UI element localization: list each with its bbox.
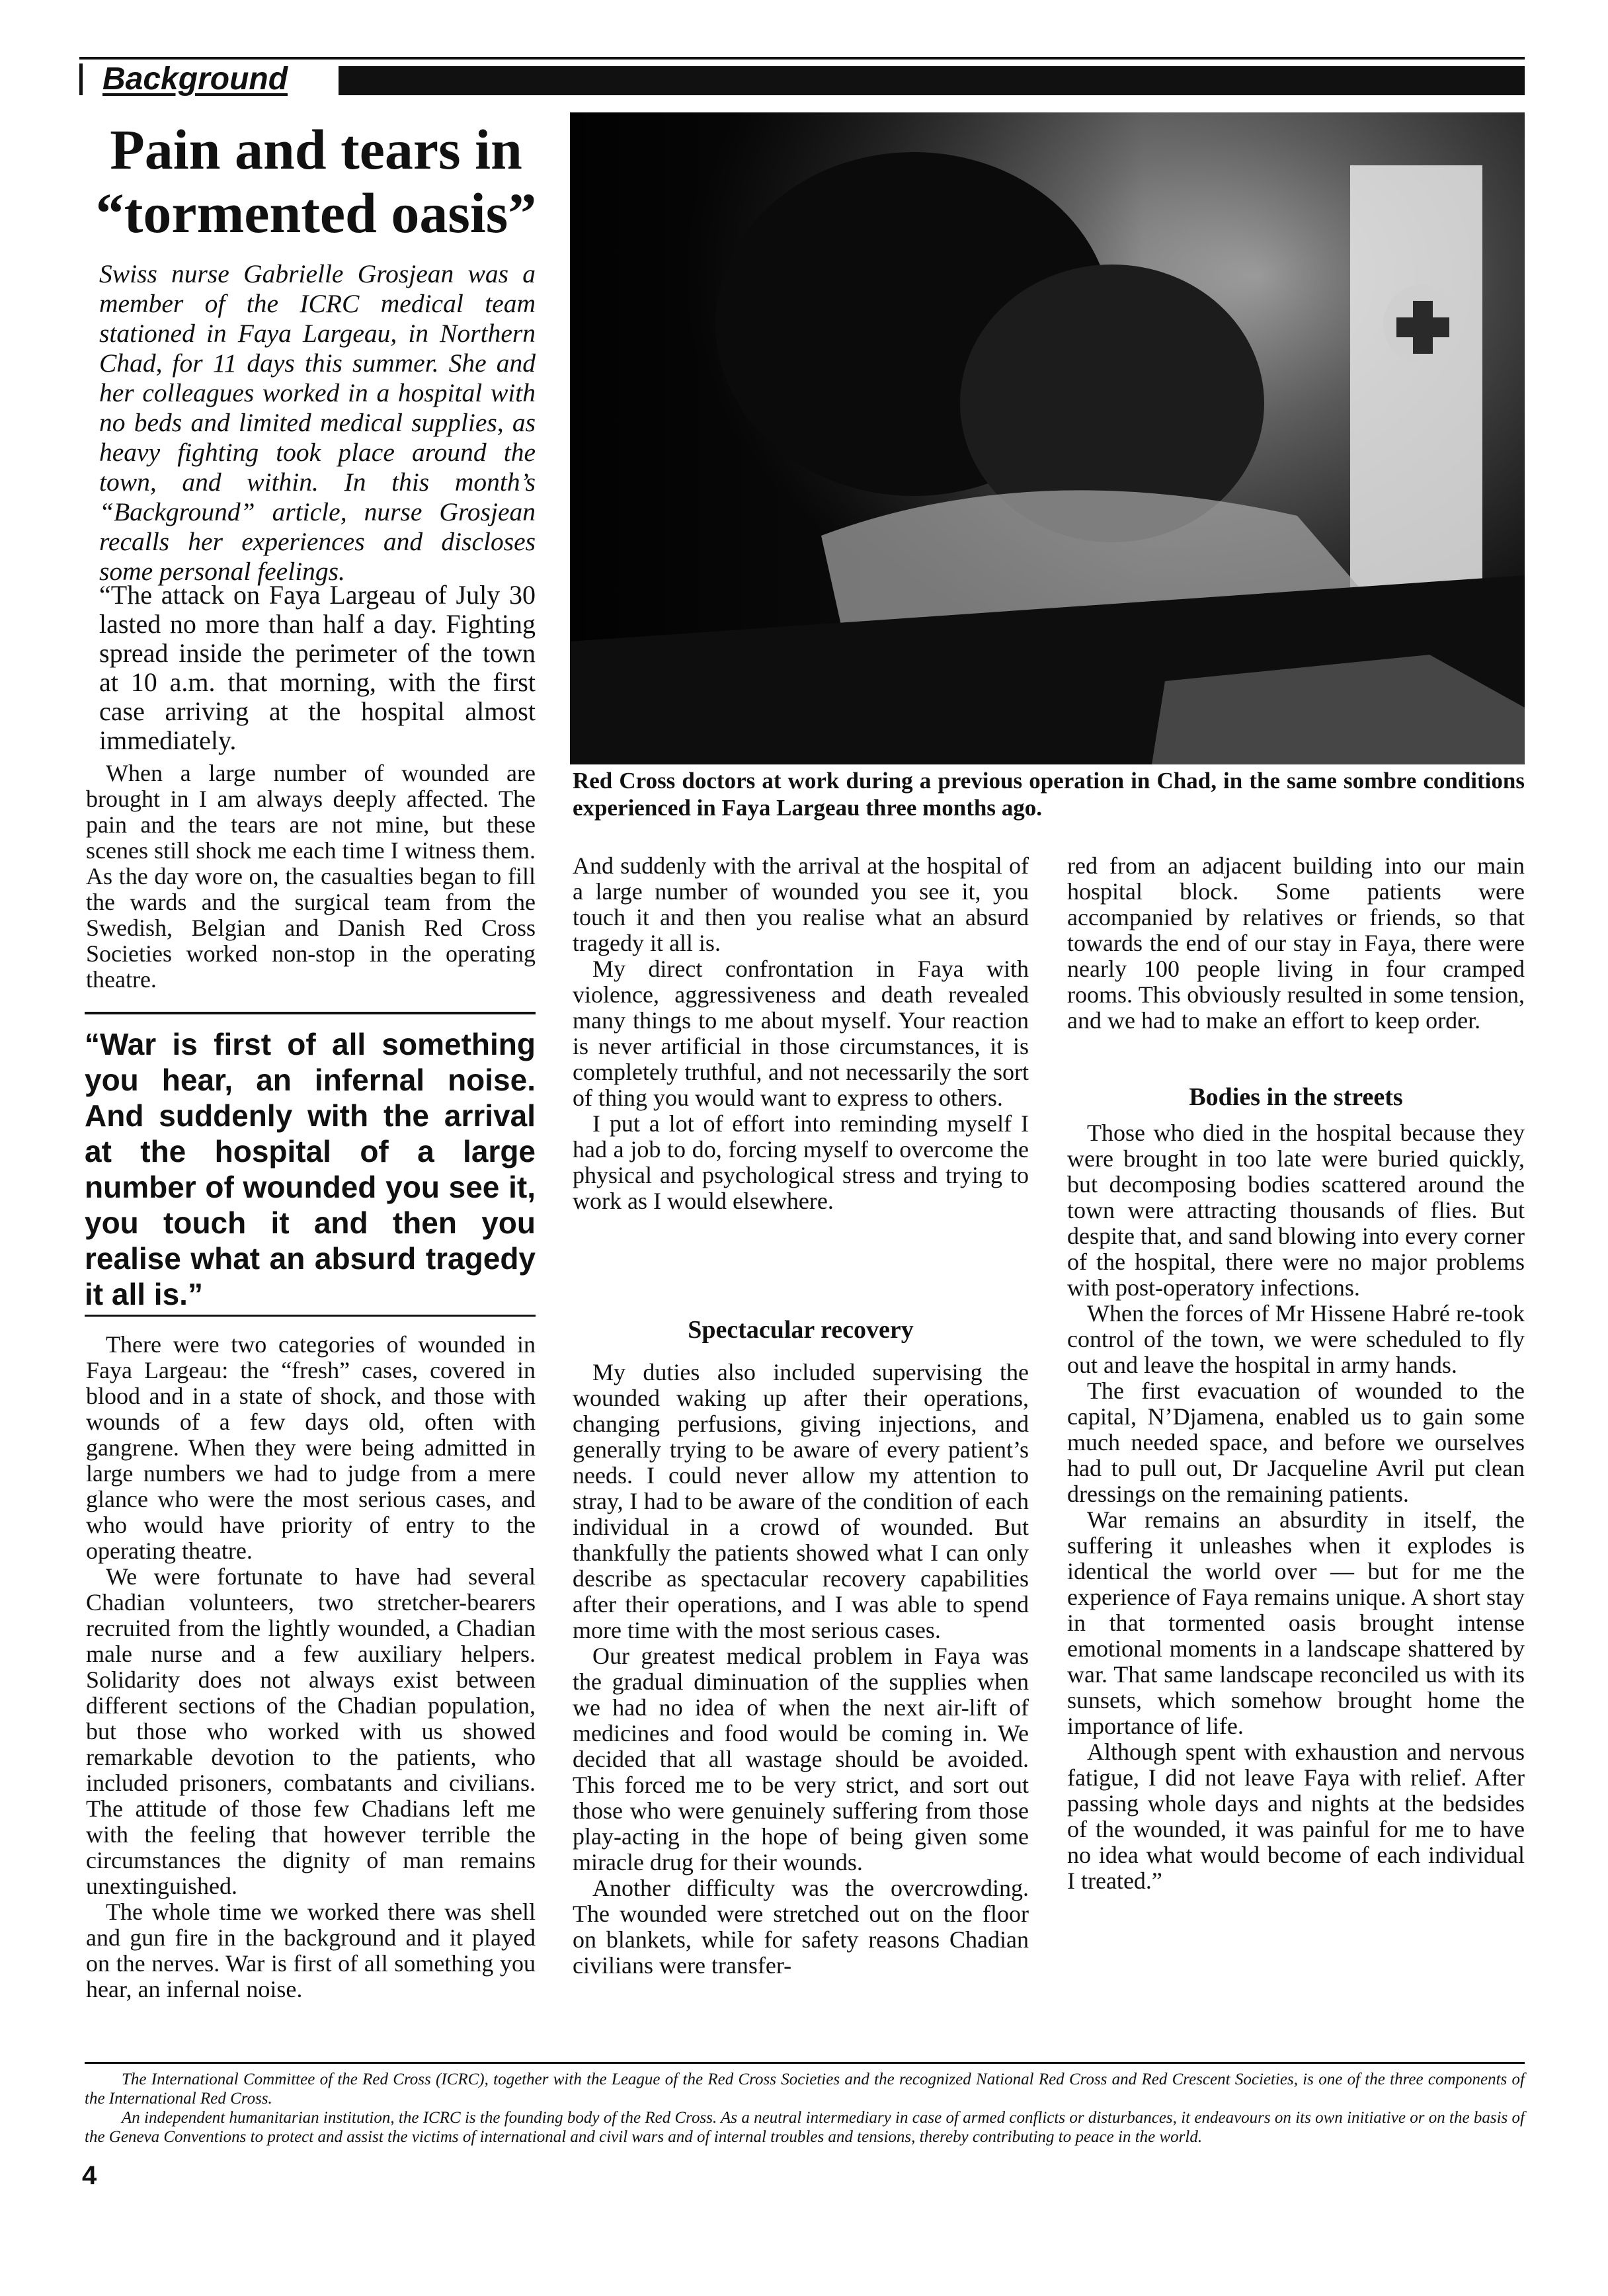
footer-paragraph: An independent humanitarian institution, the ICRC is the founding body of the Red Cross. As a neutral intermediary in case of armed conflicts or disturbances, it endeavours on its own initiative or on the basis of the Geneva Conventions to protect and assist the victims of international and civil wars and of internal troubles and tensions, thereby contributing to peace in the world. [85,2109,1525,2146]
page-number: 4 [82,2161,97,2190]
subheading-bodies: Bodies in the streets [1189,1083,1403,1111]
lead-paragraph: “The attack on Faya Largeau of July 30 lasted no more than half a day. Fighting spread inside the perimeter of the town at 10 a.m. that morning, with the first case arriving at the hospital almost immediately. [99,580,536,755]
pullquote-top-rule [85,1012,536,1014]
headline: Pain and tears in “tormented oasis” [95,118,537,245]
footer-rule [85,2062,1525,2064]
paragraph: We were fortunate to have had several Chadian volunteers, two stretcher-bearers recruited from the lightly wounded, a Chadian male nurse and a few auxiliary helpers. Solidarity does not always exist between different sections of the Chadian population, but those who worked with us showed remarkable devotion to the patients, who included prisoners, combatants and civilians. The attitude of those few Chadians left me with the feeling that however terrible the circumstances the dignity of man remains unextinguished. [86,1563,536,1899]
paragraph: There were two categories of wounded in Faya Largeau: the “fresh” cases, covered in blood and in a state of shock, and those with wounds of a few days old, often with gangrene. When they were being admitted in large numbers we had to judge from a mere glance who were the most serious cases, and who would have priority of entry to the operating theatre. [86,1331,536,1564]
paragraph: The first evacuation of wounded to the capital, N’Djamena, enabled us to gain some much needed space, and before we ourselves had to pull out, Dr Jacqueline Avril put clean dressings on the remaining patients. [1067,1377,1525,1507]
section-header [79,57,1525,97]
paragraph: I put a lot of effort into reminding myself I had a job to do, forcing myself to overcome the physical and psychological stress and trying to work as I would elsewhere. [573,1110,1029,1214]
paragraph: red from an adjacent building into our main hospital block. Some patients were accompanied by relatives or friends, so that towards the end of our stay in Faya, there were nearly 100 people living in four cramped rooms. This obviously resulted in some tension, and we had to make an effort to keep order. [1067,852,1525,1034]
paragraph: War remains an absurdity in itself, the suffering it unleashes when it explodes is identical the world over — but for me the experience of Faya remains unique. A short stay in that tormented oasis brought intense emotional moments in a landscape shattered by war. That same landscape reconciled us with its sunsets, which somehow brought home the importance of life. [1067,1506,1525,1739]
column-1-bottom [86,1332,536,2002]
paragraph: When the forces of Mr Hissene Habré re-took control of the town, we were scheduled to fly out and leave the hospital in army hands. [1067,1300,1525,1378]
paragraph: The whole time we worked there was shell and gun fire in the background and it played on the nerves. War is first of all something you hear, an infernal noise. [86,1899,536,2002]
paragraph: When a large number of wounded are brought in I am always deeply affected. The pain and the tears are not mine, but these scenes still shock me each time I witness them. As the day wore on, the casualties began to fill the wards and the surgical team from the Swedish, Belgian and Danish Red Cross Societies worked non-stop in the operating theatre. [86,760,536,993]
column-3-bottom [1067,1120,1525,1894]
paragraph: Another difficulty was the overcrowding. The wounded were stretched out on the floor on blankets, while for safety reasons Chadian civilians were transfer- [573,1875,1029,1979]
footer-note [85,2070,1525,2147]
paragraph: Those who died in the hospital because they were brought in too late were buried quickly, but decomposing bodies scattered around the town were attracting thousands of flies. But despite that, and sand blowing into every corner of the hospital, there were no major problems with post-operatory infections. [1067,1120,1525,1301]
paragraph: Although spent with exhaustion and nervous fatigue, I did not leave Faya with relief. After passing whole days and nights at the bedsides of the wounded, it was painful for me to have no idea what would become of each individual I treated.” [1067,1739,1525,1894]
photo-operation [570,112,1525,764]
pull-quote: “War is first of all something you hear, an infernal noise. And suddenly with the arrival at the hospital of a large number of wounded you see it, you touch it and then you realise what an absurd tragedy it all is.” [85,1027,536,1311]
paragraph: And suddenly with the arrival at the hospital of a large number of wounded you see it, you touch it and then you realise what an absurd tragedy it all is. [573,852,1029,956]
column-2-top [573,853,1029,1214]
section-label: Background [79,63,300,95]
header-top-rule [79,57,1525,60]
header-black-bar [339,66,1525,95]
paragraph: Our greatest medical problem in Faya was the gradual diminuation of the supplies when we had no idea of when the next air-lift of medicines and food would be coming in. We decided that all wastage should be avoided. This forced me to be very strict, and sort out those who were genuinely suffering from those play-acting in the hope of being given some miracle drug for their wounds. [573,1643,1029,1875]
footer-paragraph: The International Committee of the Red Cross (ICRC), together with the League of the Red Cross Societies and the recognized National Red Cross and Red Crescent Societies, is one of the three components of the International Red Cross. [85,2070,1525,2108]
photo-caption: Red Cross doctors at work during a previous operation in Chad, in the same sombre conditions experienced in Faya Largeau three months ago. [573,768,1525,821]
intro-standfirst: Swiss nurse Gabrielle Grosjean was a member of the ICRC medical team stationed in Faya Largeau, in Northern Chad, for 11 days this summer. She and her colleagues worked in a hospital with no beds and limited medical supplies, as heavy fighting took place around the town, and within. In this month’s “Background” article, nurse Grosjean recalls her experiences and discloses some personal feelings. [99,259,536,586]
column-3-top [1067,853,1525,1034]
paragraph: My direct confrontation in Faya with violence, aggressiveness and death revealed many things to me about myself. Your reaction is never artificial in those circumstances, it is completely truthful, and not necessarily the sort of thing you would want to express to others. [573,956,1029,1111]
subheading-recovery: Spectacular recovery [688,1316,914,1344]
column-1-top [86,760,536,993]
pullquote-bottom-rule [85,1315,536,1317]
paragraph: My duties also included supervising the wounded waking up after their operations, changing perfusions, giving injections, and generally trying to be aware of every patient’s needs. I could never allow my attention to stray, I had to be aware of the condition of each individual in a crowd of wounded. But thankfully the patients showed what I can only describe as spectacular recovery capabilities after their operations, and I was able to spend more time with the most serious cases. [573,1359,1029,1643]
column-2-bottom [573,1360,1029,1979]
